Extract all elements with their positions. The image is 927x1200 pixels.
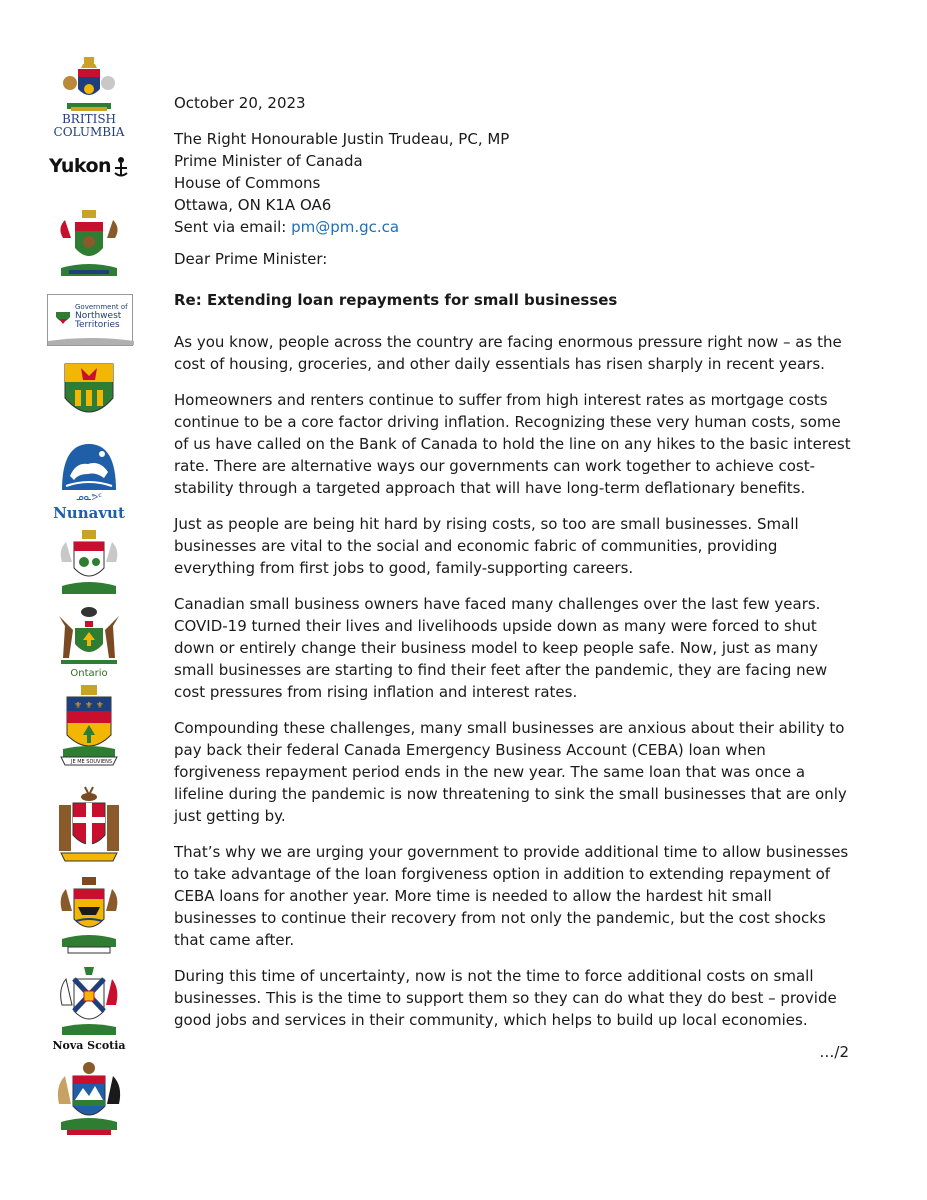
yukon-sun-icon <box>113 155 129 177</box>
paragraph-5: Compounding these challenges, many small businesses are anxious about their ability to pay back their federal Canada Emergency Business Account (CEBA) loan when forgiveness repayment period ends in the new year. The same loan that was once a lifeline during the pandemic is now threatening to sink the small businesses that are only just getting by. <box>174 719 847 825</box>
recipient-email-line <box>174 216 854 238</box>
recipient-email-link[interactable]: pm@pm.gc.ca <box>291 218 400 236</box>
bc-label-line1: BRITISH <box>61 112 117 126</box>
newfoundland-labrador-emblem <box>44 785 134 865</box>
yukon-logo <box>44 155 134 177</box>
nwt-wordmark <box>75 303 128 330</box>
bc-label-line2: COLUMBIA <box>53 125 125 139</box>
subject-line: Re: Extending loan repayments for small businesses <box>174 291 618 309</box>
salutation: Dear Prime Minister: <box>174 250 328 268</box>
british-columbia-emblem <box>44 55 134 139</box>
provincial-emblems-sidebar <box>0 0 150 1200</box>
paragraph-3: Just as people are being hit hard by rising costs, so too are small businesses. Small businesses are vital to the social and economic fabric of communities, providing everything from first jobs to good, family-supporting careers. <box>174 515 799 577</box>
bc-coat-of-arms-icon <box>61 55 117 113</box>
saskatchewan-emblem <box>44 362 134 426</box>
nwt-label-line1: Government of <box>75 303 128 311</box>
pei-coat-of-arms-icon <box>56 528 122 598</box>
recipient-name: The Right Honourable Justin Trudeau, PC, MP <box>174 130 510 148</box>
nwt-logo-box <box>47 294 133 346</box>
nwt-label-line3: Territories <box>75 320 120 330</box>
manitoba-emblem <box>44 208 134 280</box>
ontario-label: Ontario <box>70 668 108 679</box>
northwest-territories-logo <box>45 294 135 346</box>
yukon-wordmark: Yukon <box>48 155 112 177</box>
pei-emblem <box>44 528 134 598</box>
nb-coat-of-arms-icon <box>56 875 122 955</box>
recipient-city: Ottawa, ON K1A OA6 <box>174 196 332 214</box>
svg-text:⚜ ⚜ ⚜: ⚜ ⚜ ⚜ <box>74 701 104 711</box>
nunavut-polar-bear-icon <box>58 442 120 492</box>
alberta-coat-of-arms-icon <box>55 1060 123 1136</box>
paragraph-7: During this time of uncertainty, now is not the time to force additional costs on small businesses. This is the time to support them so they can do what they do best – provide good jobs and services in their community, which helps to build up local economies. <box>174 967 837 1029</box>
quebec-emblem <box>44 683 134 767</box>
nunavut-logo <box>44 442 134 521</box>
quebec-coat-of-arms-icon <box>57 683 121 767</box>
nl-coat-of-arms-icon <box>55 785 123 865</box>
letter-date: October 20, 2023 <box>174 94 306 112</box>
ontario-coat-of-arms-icon <box>53 606 125 668</box>
paragraph-6: That’s why we are urging your government to provide additional time to allow businesses to take advantage of the loan forgiveness option in addition to extending repayment of CEBA loans for another year. More time is needed to allow the hardest hit small businesses to continue their recovery from not only the pandemic, but the cost shocks that came after. <box>174 843 849 949</box>
page-continuation-marker: …/2 <box>819 1043 849 1061</box>
alberta-emblem <box>44 1060 134 1136</box>
paragraph-1: As you know, people across the country are facing enormous pressure right now – as the cost of housing, groceries, and other daily essentials has risen sharply in recent years. <box>174 333 842 373</box>
paragraph-4: Canadian small business owners have faced many challenges over the last few years. COVID-19 turned their lives and livelihoods upside down as many were forced to shut down or entirely change their business model to keep people safe. Now, just as many small businesses are starting to find their feet after the pandemic, they are facing new cost pressures from rising inflation and interest rates. <box>174 595 828 701</box>
nova-scotia-emblem <box>44 965 134 1052</box>
email-prefix: Sent via email: <box>174 218 292 236</box>
nwt-swoosh-icon <box>48 335 134 345</box>
nwt-shield-icon <box>55 307 71 327</box>
nwt-label-line2: Northwest <box>75 311 122 321</box>
recipient-address-block <box>174 128 854 238</box>
saskatchewan-shield-icon <box>61 362 117 426</box>
nunavut-syllabics: ᓄᓇᕗᑦ <box>76 493 102 503</box>
ns-coat-of-arms-icon <box>56 965 122 1039</box>
nova-scotia-label: Nova Scotia <box>52 1039 126 1052</box>
quebec-motto: JE ME SOUVIENS <box>71 759 113 765</box>
paragraph-2: Homeowners and renters continue to suffer from high interest rates as mortgage costs continue to be a core factor driving inflation. Recognizing these very human costs, some of us have called on the Bank of Canada to hold the line on any hikes to the basic interest rate. There are alternative ways our governments can work together to achieve cost-stability through a targeted approach that will have long-term deflationary benefits. <box>174 391 851 497</box>
letter-body <box>174 92 854 1045</box>
manitoba-coat-of-arms-icon <box>55 208 123 280</box>
new-brunswick-emblem <box>44 875 134 955</box>
ontario-emblem <box>44 606 134 679</box>
nunavut-wordmark: Nunavut <box>53 504 125 522</box>
recipient-office: House of Commons <box>174 174 321 192</box>
recipient-title: Prime Minister of Canada <box>174 152 363 170</box>
